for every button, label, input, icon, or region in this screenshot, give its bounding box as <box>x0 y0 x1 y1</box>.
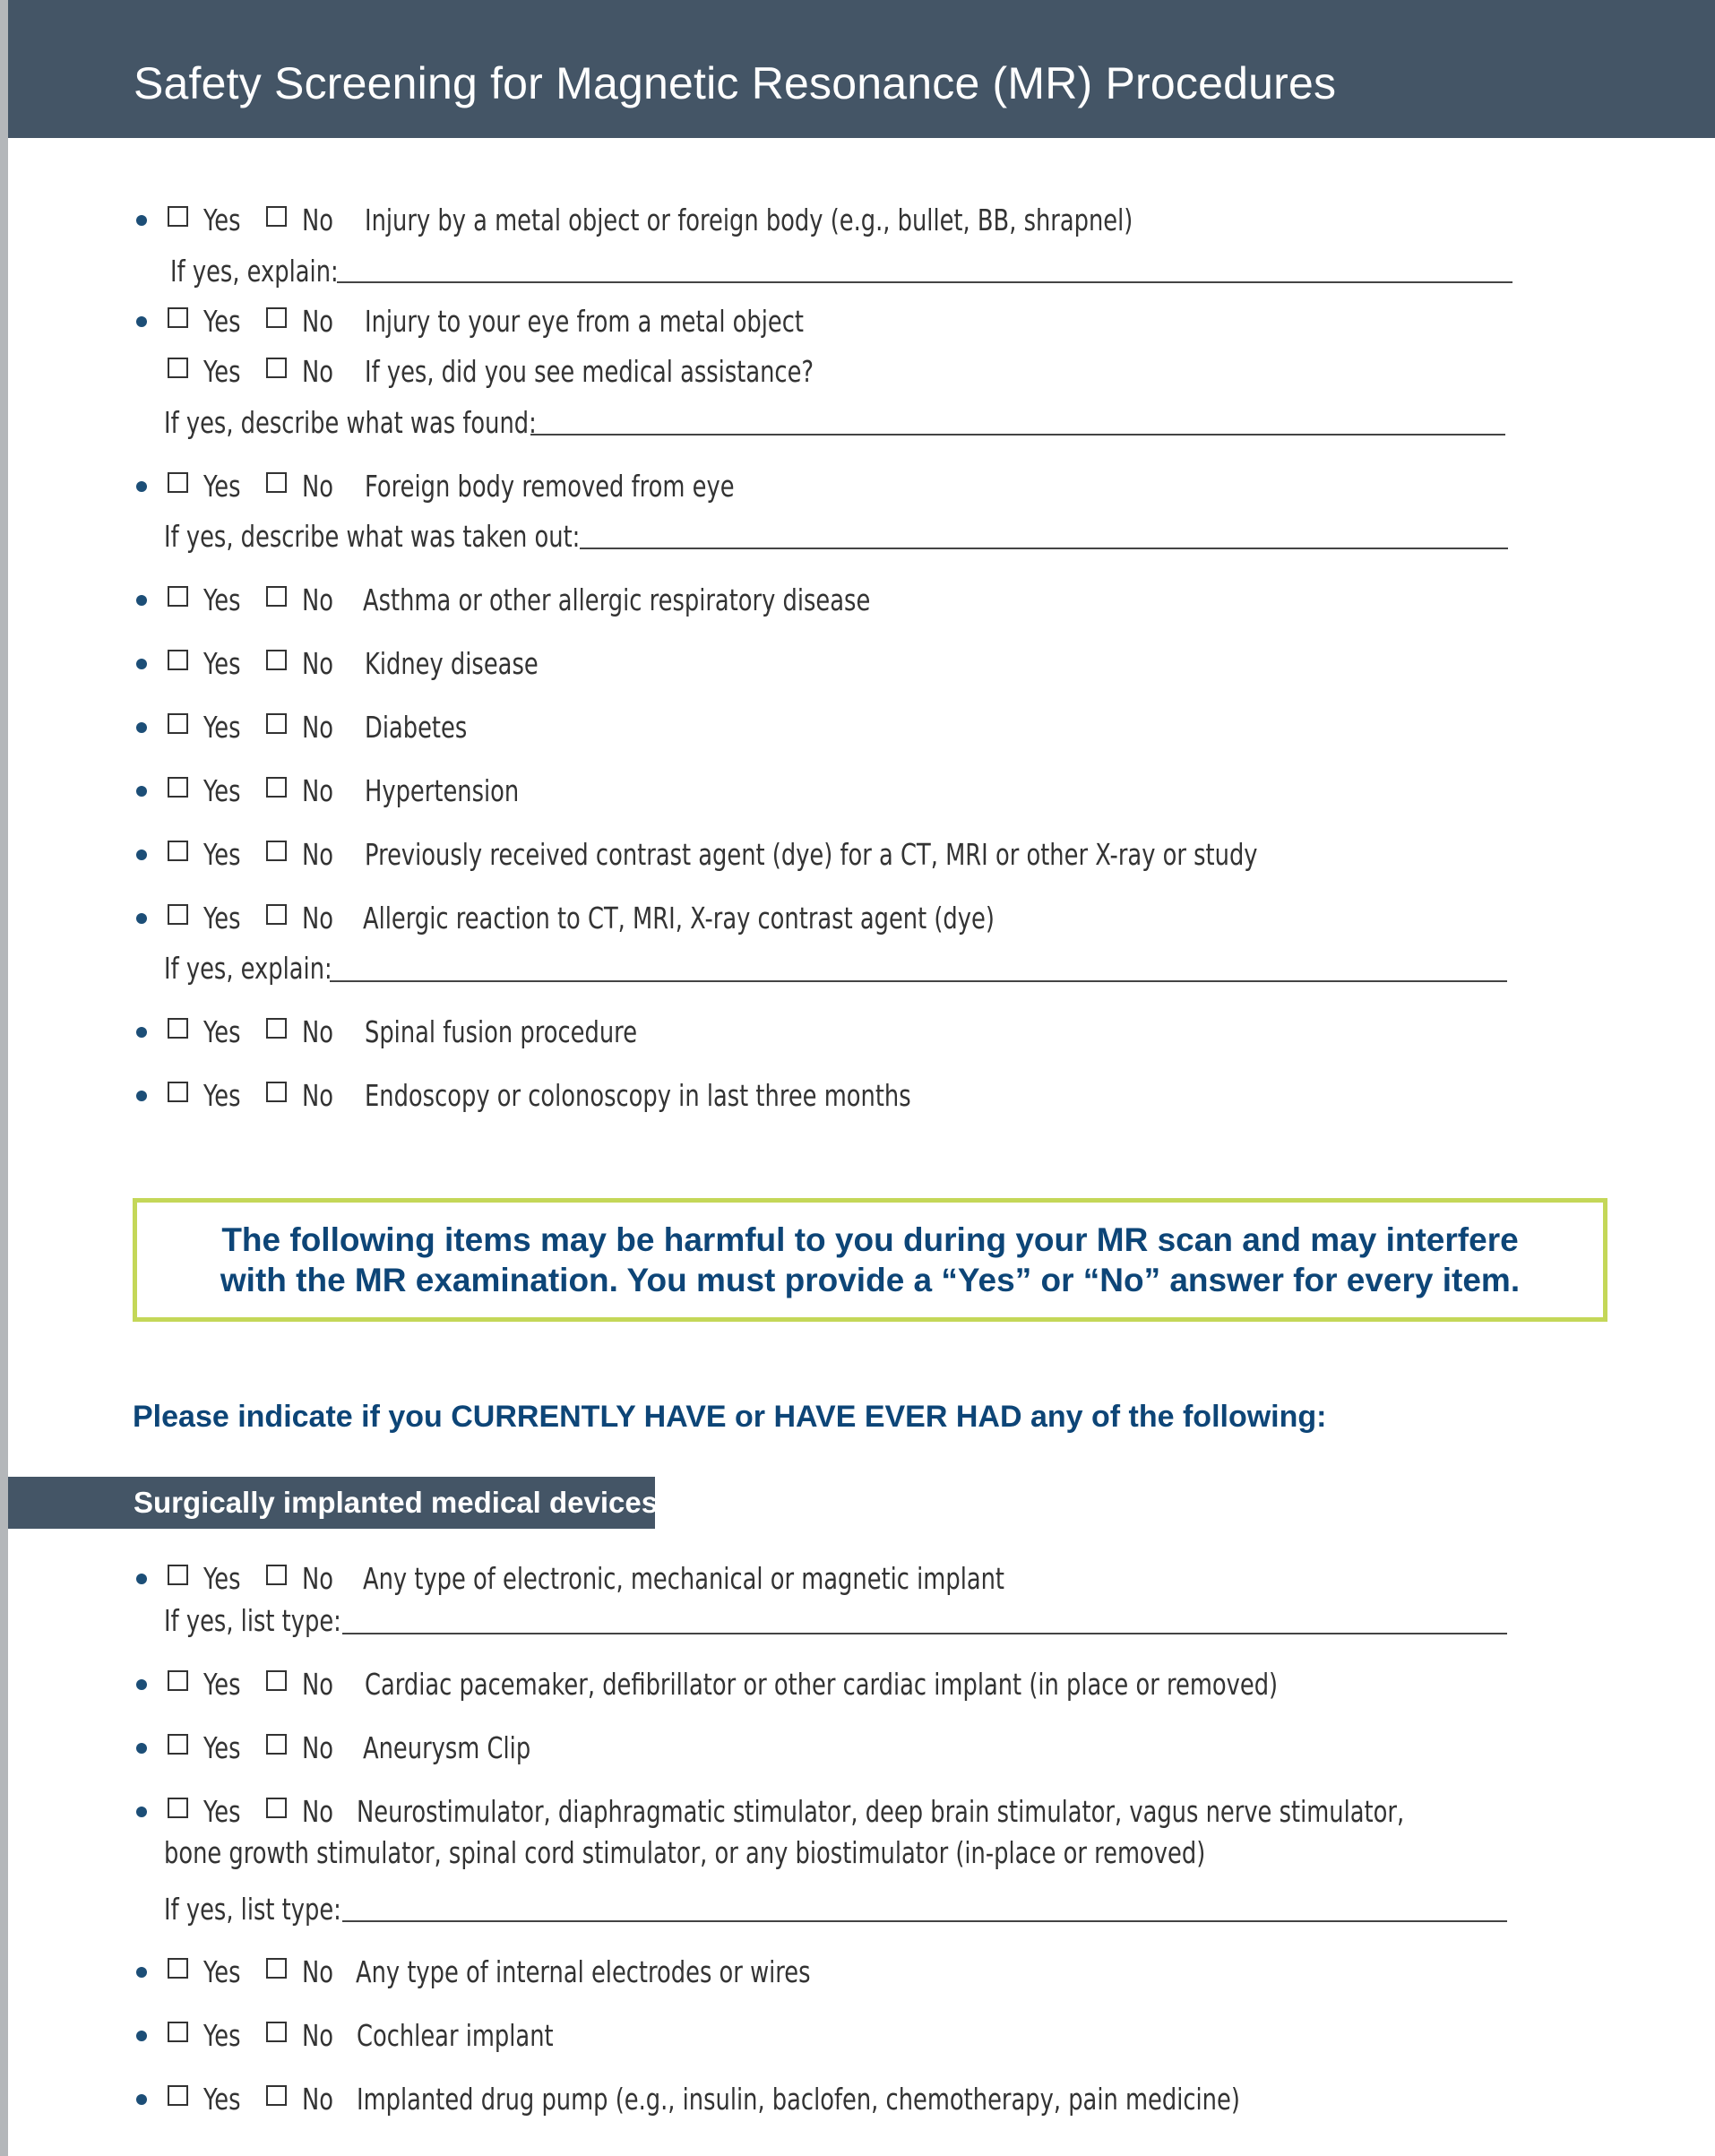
yes-label: Yes <box>203 710 241 745</box>
no-checkbox[interactable] <box>266 586 287 607</box>
no-label: No <box>302 901 334 936</box>
bullet <box>136 722 147 733</box>
yes-label: Yes <box>203 2018 241 2053</box>
no-checkbox[interactable] <box>266 307 287 328</box>
yes-checkbox[interactable] <box>168 472 188 493</box>
followup-label: If yes, explain: <box>170 254 339 289</box>
no-checkbox[interactable] <box>266 358 287 378</box>
yes-checkbox[interactable] <box>168 841 188 861</box>
no-label: No <box>302 1078 334 1113</box>
yes-checkbox[interactable] <box>168 1734 188 1755</box>
no-checkbox[interactable] <box>266 841 287 861</box>
no-checkbox[interactable] <box>266 904 287 925</box>
question-text: Endoscopy or colonoscopy in last three months <box>365 1078 911 1113</box>
yes-checkbox[interactable] <box>168 713 188 734</box>
yes-checkbox[interactable] <box>168 206 188 227</box>
question-text: Any type of internal electrodes or wires <box>356 1954 811 1989</box>
no-checkbox[interactable] <box>266 472 287 493</box>
yes-label: Yes <box>203 304 241 339</box>
question-text: Asthma or other allergic respiratory disease <box>363 582 871 617</box>
question-text: Aneurysm Clip <box>363 1730 531 1765</box>
question-text: Kidney disease <box>365 646 539 681</box>
yes-checkbox[interactable] <box>168 1082 188 1102</box>
yes-label: Yes <box>203 646 241 681</box>
question-text: Injury by a metal object or foreign body (e.g., bullet, BB, shrapnel) <box>365 203 1133 237</box>
yes-checkbox[interactable] <box>168 2022 188 2042</box>
left-margin-bar <box>0 0 8 2156</box>
yes-label: Yes <box>203 1561 241 1596</box>
bullet <box>136 316 147 327</box>
bullet <box>136 2031 147 2041</box>
answer-line[interactable] <box>580 548 1508 549</box>
no-checkbox[interactable] <box>266 1958 287 1979</box>
question-text: Cochlear implant <box>357 2018 554 2053</box>
yes-checkbox[interactable] <box>168 1670 188 1691</box>
answer-line[interactable] <box>342 1633 1507 1634</box>
answer-line[interactable] <box>330 980 1507 982</box>
question-text: Foreign body removed from eye <box>365 469 735 504</box>
yes-checkbox[interactable] <box>168 2085 188 2106</box>
yes-label: Yes <box>203 773 241 808</box>
yes-label: Yes <box>203 1730 241 1765</box>
no-checkbox[interactable] <box>266 1798 287 1818</box>
no-label: No <box>302 1014 334 1049</box>
bullet <box>136 1807 147 1817</box>
page-header <box>8 0 1715 138</box>
yes-label: Yes <box>203 1794 241 1829</box>
instruction-heading: Please indicate if you CURRENTLY HAVE or HAVE EVER HAD any of the following: <box>133 1400 1327 1434</box>
yes-label: Yes <box>203 2082 241 2117</box>
bullet <box>136 215 147 226</box>
yes-checkbox[interactable] <box>168 1958 188 1979</box>
no-label: No <box>302 2018 334 2053</box>
no-label: No <box>302 469 334 504</box>
no-label: No <box>302 582 334 617</box>
answer-line[interactable] <box>342 1920 1507 1922</box>
question-continuation: bone growth stimulator, spinal cord stimulator, or any biostimulator (in-place or removed) <box>164 1835 1206 1870</box>
no-checkbox[interactable] <box>266 2022 287 2042</box>
no-label: No <box>302 773 334 808</box>
no-label: No <box>302 2082 334 2117</box>
no-checkbox[interactable] <box>266 1734 287 1755</box>
no-checkbox[interactable] <box>266 1565 287 1585</box>
bullet <box>136 481 147 492</box>
no-checkbox[interactable] <box>266 777 287 798</box>
yes-label: Yes <box>203 469 241 504</box>
no-label: No <box>302 1954 334 1989</box>
yes-label: Yes <box>203 837 241 872</box>
yes-checkbox[interactable] <box>168 777 188 798</box>
yes-checkbox[interactable] <box>168 1798 188 1818</box>
yes-checkbox[interactable] <box>168 307 188 328</box>
question-text: Allergic reaction to CT, MRI, X-ray contrast agent (dye) <box>363 901 995 936</box>
bullet <box>136 1679 147 1690</box>
no-checkbox[interactable] <box>266 650 287 670</box>
no-label: No <box>302 710 334 745</box>
no-label: No <box>302 354 334 389</box>
yes-checkbox[interactable] <box>168 904 188 925</box>
no-checkbox[interactable] <box>266 1018 287 1039</box>
no-label: No <box>302 304 334 339</box>
no-label: No <box>302 203 334 237</box>
no-label: No <box>302 1794 334 1829</box>
yes-label: Yes <box>203 1667 241 1702</box>
answer-line[interactable] <box>337 281 1512 283</box>
notice-line-1: The following items may be harmful to you during your MR scan and may interfere <box>221 1221 1519 1258</box>
question-text: Cardiac pacemaker, defibrillator or other cardiac implant (in place or removed) <box>365 1667 1279 1702</box>
bullet <box>136 1967 147 1978</box>
no-label: No <box>302 646 334 681</box>
followup-label: If yes, describe what was taken out: <box>164 519 581 554</box>
no-label: No <box>302 1561 334 1596</box>
no-checkbox[interactable] <box>266 206 287 227</box>
question-text: Previously received contrast agent (dye) for a CT, MRI or other X-ray or study <box>365 837 1258 872</box>
question-text: Neurostimulator, diaphragmatic stimulator, deep brain stimulator, vagus nerve stimulator, <box>357 1794 1405 1829</box>
yes-checkbox[interactable] <box>168 358 188 378</box>
bullet <box>136 2094 147 2105</box>
question-text: If yes, did you see medical assistance? <box>365 354 814 389</box>
yes-label: Yes <box>203 203 241 237</box>
question-text: Hypertension <box>365 773 520 808</box>
question-text: Diabetes <box>365 710 468 745</box>
question-text: Injury to your eye from a metal object <box>365 304 805 339</box>
no-checkbox[interactable] <box>266 713 287 734</box>
page-title: Safety Screening for Magnetic Resonance (MR) Procedures <box>134 58 1337 108</box>
section-header-implanted-devices: Surgically implanted medical devices <box>8 1477 655 1529</box>
warning-notice-box <box>133 1198 1607 1322</box>
bullet <box>136 659 147 669</box>
bullet <box>136 786 147 797</box>
question-text: Spinal fusion procedure <box>365 1014 638 1049</box>
yes-label: Yes <box>203 1954 241 1989</box>
no-label: No <box>302 837 334 872</box>
notice-line-2: with the MR examination. You must provide a “Yes” or “No” answer for every item. <box>220 1262 1521 1298</box>
no-label: No <box>302 1667 334 1702</box>
yes-checkbox[interactable] <box>168 1018 188 1039</box>
yes-checkbox[interactable] <box>168 1565 188 1585</box>
followup-label: If yes, list type: <box>164 1603 341 1638</box>
bullet <box>136 1574 147 1584</box>
no-label: No <box>302 1730 334 1765</box>
yes-checkbox[interactable] <box>168 586 188 607</box>
bullet <box>136 849 147 860</box>
bullet <box>136 913 147 924</box>
bullet <box>136 1091 147 1101</box>
no-checkbox[interactable] <box>266 1670 287 1691</box>
answer-line[interactable] <box>530 434 1505 436</box>
yes-label: Yes <box>203 354 241 389</box>
followup-label: If yes, explain: <box>164 951 332 986</box>
yes-label: Yes <box>203 582 241 617</box>
yes-label: Yes <box>203 1014 241 1049</box>
bullet <box>136 1743 147 1754</box>
followup-label: If yes, describe what was found: <box>164 405 537 440</box>
followup-label: If yes, list type: <box>164 1892 341 1927</box>
yes-label: Yes <box>203 901 241 936</box>
yes-checkbox[interactable] <box>168 650 188 670</box>
bullet <box>136 1027 147 1038</box>
no-checkbox[interactable] <box>266 1082 287 1102</box>
yes-label: Yes <box>203 1078 241 1113</box>
question-text: Any type of electronic, mechanical or magnetic implant <box>363 1561 1005 1596</box>
no-checkbox[interactable] <box>266 2085 287 2106</box>
question-text: Implanted drug pump (e.g., insulin, baclofen, chemotherapy, pain medicine) <box>357 2082 1240 2117</box>
bullet <box>136 595 147 606</box>
